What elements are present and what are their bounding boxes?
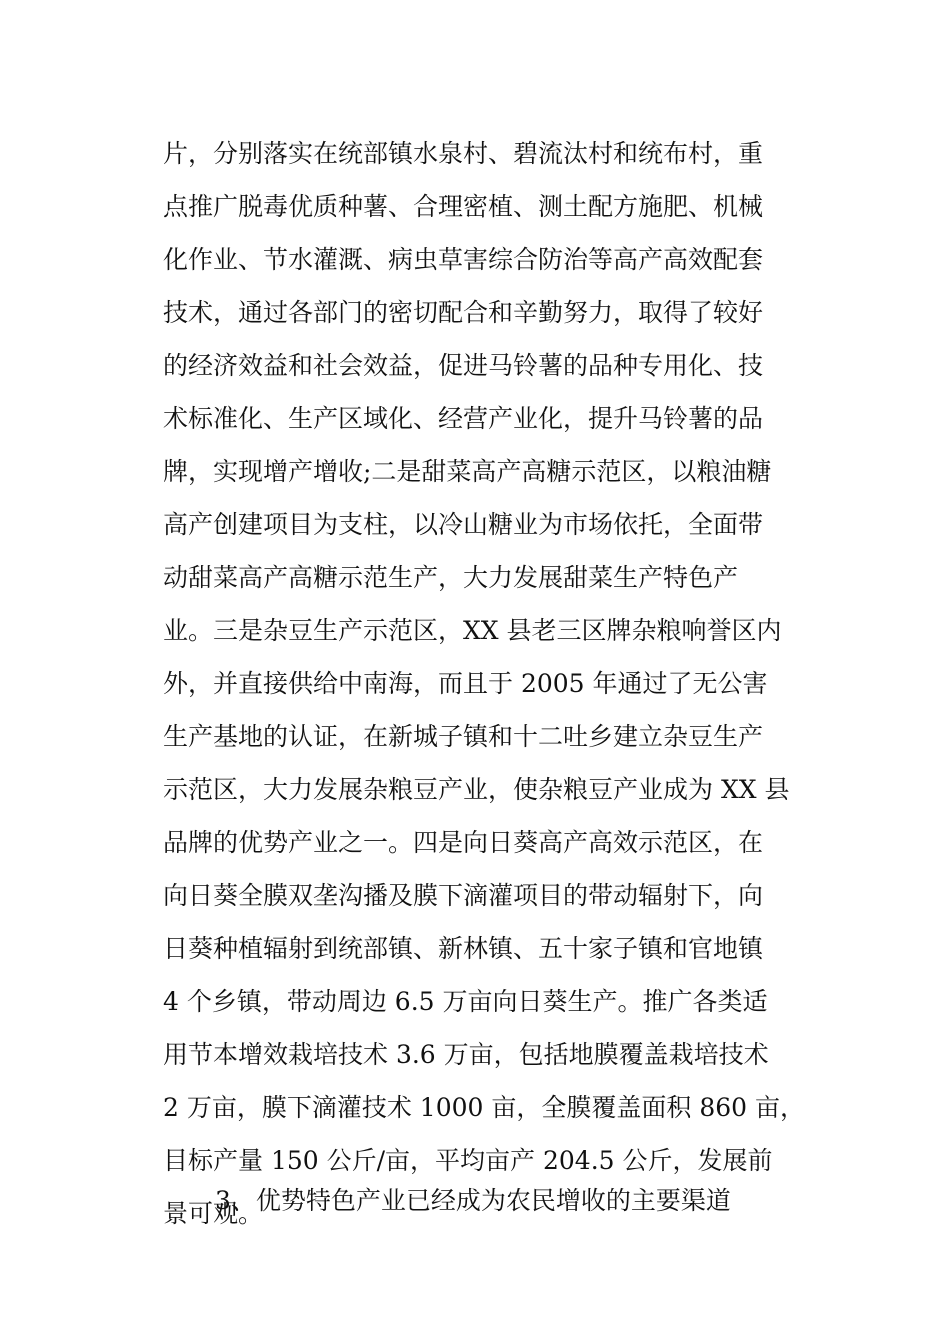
section-heading: 3、优势特色产业已经成为农民增收的主要渠道 bbox=[215, 1186, 731, 1215]
paragraph-line: 4 个乡镇，带动周边 6.5 万亩向日葵生产。推广各类适 bbox=[163, 987, 768, 1016]
paragraph-line: 的经济效益和社会效益，促进马铃薯的品种专用化、技 bbox=[163, 351, 764, 380]
paragraph-line: 日葵种植辐射到统部镇、新林镇、五十家子镇和官地镇 bbox=[163, 934, 764, 963]
paragraph-line: 化作业、节水灌溉、病虫草害综合防治等高产高效配套 bbox=[163, 245, 764, 274]
paragraph-line: 示范区，大力发展杂粮豆产业，使杂粮豆产业成为 XX 县 bbox=[163, 775, 790, 804]
paragraph-line: 片，分别落实在统部镇水泉村、碧流汰村和统布村，重 bbox=[163, 139, 764, 168]
paragraph-line: 目标产量 150 公斤/亩，平均亩产 204.5 公斤，发展前 bbox=[163, 1146, 773, 1175]
paragraph-line: 景可观。 bbox=[163, 1199, 264, 1228]
paragraph-line: 高产创建项目为支柱，以冷山糖业为市场依托，全面带 bbox=[163, 510, 764, 539]
paragraph-line: 点推广脱毒优质种薯、合理密植、测土配方施肥、机械 bbox=[163, 192, 764, 221]
paragraph-line: 2 万亩，膜下滴灌技术 1000 亩，全膜覆盖面积 860 亩， bbox=[163, 1093, 805, 1122]
paragraph-line: 业。三是杂豆生产示范区，XX 县老三区牌杂粮响誉区内 bbox=[163, 616, 782, 645]
paragraph-line: 用节本增效栽培技术 3.6 万亩，包括地膜覆盖栽培技术 bbox=[163, 1040, 769, 1069]
paragraph-line: 牌，实现增产增收;二是甜菜高产高糖示范区，以粮油糖 bbox=[163, 457, 772, 486]
paragraph-line: 外，并直接供给中南海，而且于 2005 年通过了无公害 bbox=[163, 669, 768, 698]
paragraph-line: 品牌的优势产业之一。四是向日葵高产高效示范区，在 bbox=[163, 828, 764, 857]
paragraph-line: 技术，通过各部门的密切配合和辛勤努力，取得了较好 bbox=[163, 298, 764, 327]
paragraph-line: 生产基地的认证，在新城子镇和十二吐乡建立杂豆生产 bbox=[163, 722, 764, 751]
body-paragraph bbox=[163, 127, 803, 1240]
paragraph-line: 术标准化、生产区域化、经营产业化，提升马铃薯的品 bbox=[163, 404, 764, 433]
paragraph-line: 动甜菜高产高糖示范生产，大力发展甜菜生产特色产 bbox=[163, 563, 739, 592]
paragraph-line: 向日葵全膜双垄沟播及膜下滴灌项目的带动辐射下，向 bbox=[163, 881, 764, 910]
